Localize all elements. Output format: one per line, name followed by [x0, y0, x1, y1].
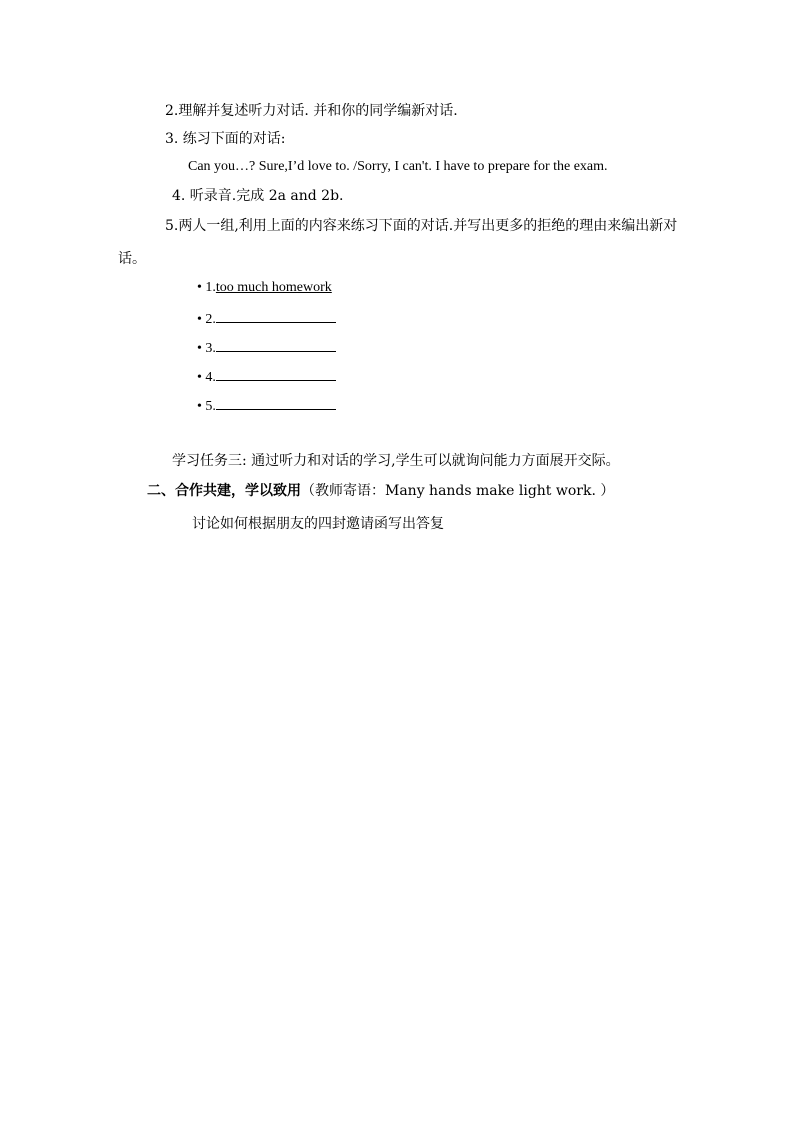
- answer-blank[interactable]: [216, 337, 336, 352]
- step-4-text: 4. 听录音.完成 2a and 2b.: [172, 188, 344, 204]
- list-item-number: • 4.: [197, 370, 216, 385]
- learning-task-3: 学习任务三: 通过听力和对话的学习,学生可以就询问能力方面展开交际。: [172, 453, 620, 469]
- section-2-heading-line: [147, 482, 614, 500]
- list-item-number: • 3.: [197, 341, 216, 356]
- answer-blank[interactable]: [216, 395, 336, 410]
- list-item: [197, 279, 332, 297]
- step-5-text-line2: 话。: [118, 251, 146, 267]
- list-item-answer: too much homework: [215, 280, 332, 295]
- list-item: [197, 308, 336, 329]
- discussion-text: 讨论如何根据朋友的四封邀请函写出答复: [192, 516, 444, 532]
- list-item: [197, 366, 336, 387]
- list-item-number: • 2.: [197, 312, 216, 327]
- step-3-text: 3. 练习下面的对话:: [165, 131, 286, 147]
- list-item: [197, 395, 336, 416]
- step-5-text-line1: 5.两人一组,利用上面的内容来练习下面的对话.并写出更多的拒绝的理由来编出新对: [165, 218, 678, 234]
- answer-blank[interactable]: [216, 366, 336, 381]
- step-2-text: 2.理解并复述听力对话. 并和你的同学编新对话.: [165, 103, 458, 119]
- section-2-heading: 二、合作共建，学以致用: [147, 483, 301, 499]
- answer-blank[interactable]: [216, 308, 336, 323]
- list-item: [197, 337, 336, 358]
- dialog-practice-text: Can you…? Sure,I’d love to. /Sorry, I can't. I have to prepare for the exam.: [188, 159, 608, 174]
- list-item-number: • 5.: [197, 399, 216, 414]
- teacher-motto: （教师寄语：Many hands make light work. ）: [301, 483, 615, 499]
- list-item-number: • 1.: [197, 280, 216, 295]
